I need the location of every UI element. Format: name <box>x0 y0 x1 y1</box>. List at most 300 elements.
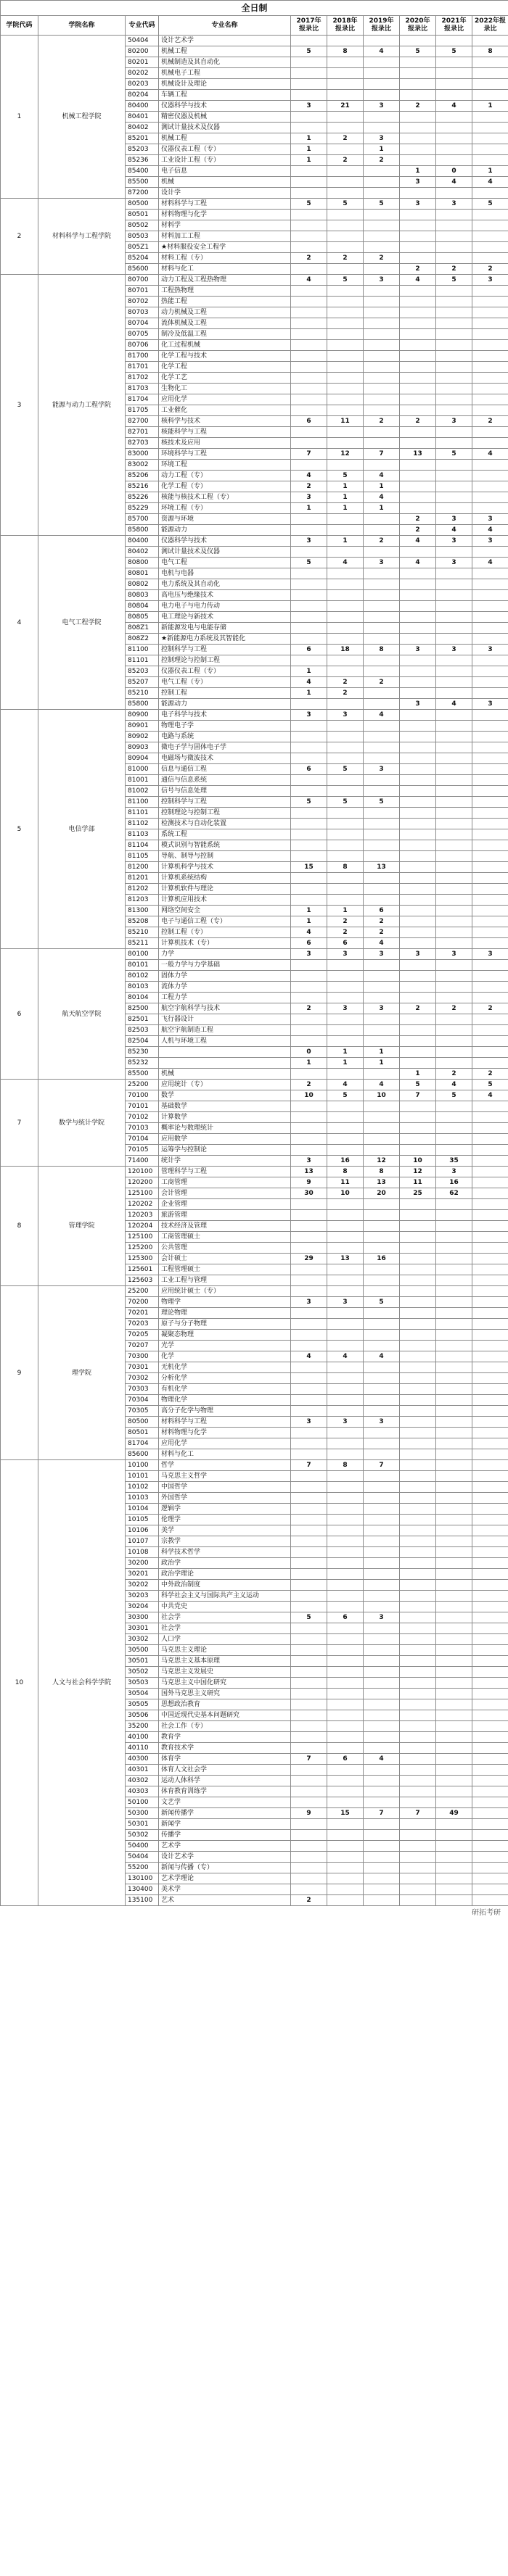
ratio-cell <box>400 938 436 949</box>
ratio-cell: 2 <box>291 1895 327 1906</box>
ratio-cell <box>436 1210 472 1221</box>
major-code-cell: 80800 <box>126 558 159 568</box>
ratio-cell <box>327 721 364 732</box>
ratio-cell: 16 <box>364 1254 400 1264</box>
ratio-cell: 2 <box>400 514 436 525</box>
ratio-cell: 7 <box>364 1808 400 1819</box>
ratio-cell <box>400 1373 436 1384</box>
ratio-cell <box>472 1145 508 1156</box>
ratio-cell <box>436 90 472 101</box>
ratio-cell <box>364 1428 400 1438</box>
ratio-cell: 11 <box>327 1177 364 1188</box>
ratio-cell <box>364 1797 400 1808</box>
table-row <box>1 949 508 960</box>
ratio-cell <box>472 1634 508 1645</box>
ratio-cell <box>472 1351 508 1362</box>
major-name-cell: 航空宇航制造工程 <box>159 1025 291 1036</box>
ratio-cell <box>400 1504 436 1515</box>
major-code-cell: 82500 <box>126 1003 159 1014</box>
ratio-cell <box>291 1830 327 1841</box>
major-code-cell: 55200 <box>126 1863 159 1873</box>
ratio-cell <box>472 655 508 666</box>
ratio-cell <box>364 590 400 601</box>
ratio-cell <box>436 982 472 993</box>
ratio-cell <box>472 601 508 612</box>
ratio-cell <box>327 123 364 133</box>
ratio-cell: 4 <box>291 1351 327 1362</box>
ratio-cell: 3 <box>400 699 436 710</box>
ratio-cell <box>327 851 364 862</box>
ratio-cell: 1 <box>327 1047 364 1058</box>
ratio-cell <box>400 612 436 623</box>
ratio-cell: 13 <box>291 1167 327 1177</box>
ratio-cell: 3 <box>291 1297 327 1308</box>
ratio-cell <box>364 79 400 90</box>
major-code-cell: 80901 <box>126 721 159 732</box>
ratio-cell <box>400 242 436 253</box>
major-code-cell: 10106 <box>126 1525 159 1536</box>
major-name-cell: 控制工程 <box>159 688 291 699</box>
ratio-cell <box>291 699 327 710</box>
ratio-cell <box>436 1319 472 1330</box>
ratio-cell <box>436 1025 472 1036</box>
major-code-cell: 70103 <box>126 1123 159 1134</box>
ratio-cell <box>291 373 327 384</box>
ratio-cell <box>291 1134 327 1145</box>
ratio-cell <box>436 253 472 264</box>
ratio-cell <box>400 1699 436 1710</box>
ratio-cell <box>364 1515 400 1525</box>
major-name-cell: 物理化学 <box>159 1395 291 1406</box>
ratio-cell <box>400 916 436 927</box>
major-code-cell: 85600 <box>126 1449 159 1460</box>
ratio-cell: 1 <box>291 688 327 699</box>
ratio-cell: 4 <box>364 710 400 721</box>
ratio-cell <box>364 982 400 993</box>
ratio-cell <box>436 1634 472 1645</box>
ratio-cell: 7 <box>364 449 400 460</box>
ratio-cell: 3 <box>364 764 400 775</box>
ratio-cell <box>472 1014 508 1025</box>
ratio-cell <box>291 1243 327 1254</box>
major-code-cell: 30504 <box>126 1689 159 1699</box>
ratio-cell <box>327 68 364 79</box>
ratio-cell <box>291 1765 327 1776</box>
ratio-cell: 4 <box>291 471 327 481</box>
ratio-cell <box>327 57 364 68</box>
ratio-cell <box>400 764 436 775</box>
ratio-cell: 13 <box>327 1254 364 1264</box>
ratio-cell <box>327 742 364 753</box>
ratio-cell: 35 <box>436 1156 472 1167</box>
major-name-cell: 系统工程 <box>159 829 291 840</box>
ratio-cell <box>400 1395 436 1406</box>
ratio-cell <box>327 112 364 123</box>
ratio-cell: 2 <box>364 536 400 547</box>
ratio-cell <box>400 340 436 351</box>
major-name-cell: 机械 <box>159 1069 291 1080</box>
ratio-cell <box>327 623 364 634</box>
ratio-cell <box>291 655 327 666</box>
major-name-cell: 生物化工 <box>159 384 291 394</box>
ratio-cell <box>364 851 400 862</box>
ratio-cell <box>327 405 364 416</box>
major-code-cell: 125100 <box>126 1232 159 1243</box>
ratio-cell: 12 <box>400 1167 436 1177</box>
ratio-cell <box>400 373 436 384</box>
ratio-cell <box>291 1438 327 1449</box>
ratio-cell <box>472 1428 508 1438</box>
ratio-cell: 2 <box>327 688 364 699</box>
major-name-cell: 应用统计硕士（专） <box>159 1286 291 1297</box>
major-name-cell: 车辆工程 <box>159 90 291 101</box>
major-name-cell: 美术学 <box>159 1884 291 1895</box>
ratio-cell <box>436 1384 472 1395</box>
ratio-cell: 2 <box>400 525 436 536</box>
ratio-cell <box>436 1243 472 1254</box>
major-name-cell: 信息与通信工程 <box>159 764 291 775</box>
ratio-cell <box>436 1036 472 1047</box>
major-code-cell: 80702 <box>126 297 159 307</box>
ratio-cell <box>436 210 472 220</box>
ratio-cell <box>364 895 400 906</box>
ratio-cell <box>400 1623 436 1634</box>
ratio-cell <box>400 1797 436 1808</box>
ratio-cell <box>327 1536 364 1547</box>
table-row <box>1 710 508 721</box>
ratio-cell <box>364 57 400 68</box>
ratio-cell <box>291 1721 327 1732</box>
ratio-cell <box>364 1145 400 1156</box>
ratio-cell <box>436 1591 472 1602</box>
ratio-cell <box>327 427 364 438</box>
ratio-cell <box>436 1504 472 1515</box>
ratio-cell <box>327 1101 364 1112</box>
ratio-cell <box>436 1819 472 1830</box>
ratio-cell <box>291 1232 327 1243</box>
ratio-cell <box>400 405 436 416</box>
major-name-cell: 机械电子工程 <box>159 68 291 79</box>
ratio-cell <box>400 1471 436 1482</box>
ratio-cell <box>472 819 508 829</box>
ratio-cell <box>472 133 508 144</box>
major-name-cell: 管理科学与工程 <box>159 1167 291 1177</box>
major-code-cell: 81705 <box>126 405 159 416</box>
ratio-cell <box>400 721 436 732</box>
major-code-cell: 81100 <box>126 645 159 655</box>
ratio-cell <box>364 297 400 307</box>
ratio-cell: 13 <box>400 449 436 460</box>
ratio-cell <box>327 1341 364 1351</box>
ratio-cell <box>364 68 400 79</box>
ratio-cell <box>291 123 327 133</box>
ratio-cell <box>364 1830 400 1841</box>
ratio-cell: 5 <box>436 275 472 286</box>
major-name-cell: 新闻传播学 <box>159 1808 291 1819</box>
ratio-cell <box>400 36 436 46</box>
ratio-cell <box>436 1895 472 1906</box>
ratio-cell <box>436 481 472 492</box>
ratio-cell <box>436 1373 472 1384</box>
ratio-cell <box>472 90 508 101</box>
ratio-cell <box>291 90 327 101</box>
ratio-cell <box>327 166 364 177</box>
major-code-cell: 80200 <box>126 46 159 57</box>
ratio-cell <box>327 79 364 90</box>
major-name-cell: 国外马克思主义研究 <box>159 1689 291 1699</box>
ratio-cell: 1 <box>327 503 364 514</box>
major-name-cell: 环境工程 <box>159 460 291 471</box>
ratio-cell <box>327 351 364 362</box>
ratio-cell <box>364 1776 400 1786</box>
ratio-cell <box>472 351 508 362</box>
ratio-cell: 4 <box>400 558 436 568</box>
ratio-cell <box>400 253 436 264</box>
ratio-cell <box>291 993 327 1003</box>
ratio-cell <box>327 1428 364 1438</box>
ratio-cell <box>400 1525 436 1536</box>
major-name-cell: 概率论与数理统计 <box>159 1123 291 1134</box>
school-code-cell: 4 <box>1 536 38 710</box>
ratio-cell <box>327 1873 364 1884</box>
ratio-cell <box>400 1786 436 1797</box>
ratio-cell: 3 <box>364 558 400 568</box>
ratio-cell <box>364 90 400 101</box>
ratio-cell: 5 <box>291 1612 327 1623</box>
ratio-cell <box>472 1525 508 1536</box>
school-code-cell: 3 <box>1 275 38 536</box>
ratio-cell <box>472 373 508 384</box>
ratio-cell <box>472 1188 508 1199</box>
ratio-cell: 5 <box>291 558 327 568</box>
major-name-cell: 化学工艺 <box>159 373 291 384</box>
ratio-cell <box>400 1482 436 1493</box>
ratio-cell <box>400 1341 436 1351</box>
ratio-cell <box>472 329 508 340</box>
ratio-cell <box>364 623 400 634</box>
ratio-cell <box>327 1895 364 1906</box>
major-code-cell: 80805 <box>126 612 159 623</box>
ratio-cell <box>327 786 364 797</box>
major-name-cell: 核科学与技术 <box>159 416 291 427</box>
major-name-cell: 应用数学 <box>159 1134 291 1145</box>
ratio-cell <box>364 993 400 1003</box>
ratio-cell <box>400 1384 436 1395</box>
ratio-cell <box>472 1776 508 1786</box>
ratio-cell: 3 <box>472 699 508 710</box>
ratio-cell: 5 <box>436 46 472 57</box>
ratio-cell <box>364 1014 400 1025</box>
major-name-cell: 化工过程机械 <box>159 340 291 351</box>
ratio-cell <box>472 1025 508 1036</box>
ratio-cell <box>436 971 472 982</box>
ratio-cell <box>364 1623 400 1634</box>
ratio-cell <box>327 1112 364 1123</box>
ratio-cell <box>364 1602 400 1612</box>
ratio-cell <box>436 503 472 514</box>
ratio-cell <box>291 808 327 819</box>
ratio-cell <box>400 1710 436 1721</box>
ratio-cell <box>400 623 436 634</box>
ratio-cell <box>291 188 327 199</box>
ratio-cell <box>472 144 508 155</box>
major-code-cell: 80501 <box>126 210 159 220</box>
ratio-cell <box>327 264 364 275</box>
ratio-cell: 3 <box>436 199 472 210</box>
ratio-cell <box>472 1873 508 1884</box>
major-name-cell: 理论物理 <box>159 1308 291 1319</box>
major-code-cell: 10102 <box>126 1482 159 1493</box>
ratio-cell <box>472 612 508 623</box>
ratio-cell <box>291 79 327 90</box>
major-code-cell: 135100 <box>126 1895 159 1906</box>
ratio-cell <box>291 242 327 253</box>
major-name-cell: 宗教学 <box>159 1536 291 1547</box>
ratio-cell: 3 <box>291 710 327 721</box>
ratio-cell <box>327 1547 364 1558</box>
major-code-cell: 81002 <box>126 786 159 797</box>
ratio-cell <box>472 753 508 764</box>
major-name-cell: 人机与环境工程 <box>159 1036 291 1047</box>
major-code-cell: 125200 <box>126 1243 159 1254</box>
ratio-cell <box>400 1134 436 1145</box>
major-name-cell: 哲学 <box>159 1460 291 1471</box>
ratio-cell <box>364 1471 400 1482</box>
major-code-cell: 70105 <box>126 1145 159 1156</box>
ratio-cell <box>436 623 472 634</box>
ratio-cell <box>400 362 436 373</box>
ratio-cell <box>472 1134 508 1145</box>
major-name-cell: 电子科学与技术 <box>159 710 291 721</box>
ratio-cell <box>436 1123 472 1134</box>
ratio-cell: 3 <box>364 1417 400 1428</box>
major-name-cell: 材料加工工程 <box>159 231 291 242</box>
ratio-cell <box>291 1449 327 1460</box>
ratio-cell <box>436 710 472 721</box>
major-code-cell: 83000 <box>126 449 159 460</box>
major-code-cell: 10103 <box>126 1493 159 1504</box>
ratio-cell <box>327 438 364 449</box>
ratio-cell <box>291 1330 327 1341</box>
ratio-cell <box>472 1362 508 1373</box>
ratio-cell <box>291 210 327 220</box>
ratio-cell: 8 <box>364 1167 400 1177</box>
ratio-cell <box>400 1721 436 1732</box>
ratio-cell <box>364 688 400 699</box>
ratio-cell <box>327 1493 364 1504</box>
ratio-cell: 4 <box>364 1754 400 1765</box>
ratio-cell: 3 <box>327 1003 364 1014</box>
major-code-cell: 82501 <box>126 1014 159 1025</box>
major-name-cell: 美学 <box>159 1525 291 1536</box>
ratio-cell <box>436 742 472 753</box>
major-code-cell: 10104 <box>126 1504 159 1515</box>
ratio-cell <box>400 1667 436 1678</box>
ratio-cell <box>291 1591 327 1602</box>
major-code-cell: 805Z1 <box>126 242 159 253</box>
ratio-cell <box>364 1036 400 1047</box>
major-code-cell: 80500 <box>126 1417 159 1428</box>
ratio-cell <box>400 851 436 862</box>
ratio-cell: 3 <box>327 1297 364 1308</box>
ratio-cell <box>291 1667 327 1678</box>
ratio-cell <box>436 688 472 699</box>
ratio-cell <box>436 68 472 79</box>
ratio-cell: 25 <box>400 1188 436 1199</box>
major-code-cell: 40301 <box>126 1765 159 1776</box>
ratio-cell: 4 <box>472 449 508 460</box>
table-row <box>1 1286 508 1297</box>
ratio-cell <box>472 960 508 971</box>
major-code-cell: 81101 <box>126 808 159 819</box>
ratio-cell: 4 <box>364 492 400 503</box>
major-name-cell: 社会工作（专） <box>159 1721 291 1732</box>
ratio-cell <box>291 1025 327 1036</box>
major-code-cell: 80402 <box>126 123 159 133</box>
ratio-cell <box>472 1895 508 1906</box>
ratio-cell <box>436 405 472 416</box>
header-school-name: 学院名称 <box>38 16 126 36</box>
ratio-cell <box>291 1199 327 1210</box>
ratio-cell <box>436 590 472 601</box>
ratio-cell <box>472 112 508 123</box>
ratio-cell <box>327 188 364 199</box>
major-code-cell: 70100 <box>126 1090 159 1101</box>
table-row <box>1 199 508 210</box>
school-code-cell: 5 <box>1 710 38 949</box>
ratio-cell: 2 <box>327 253 364 264</box>
ratio-cell: 3 <box>291 101 327 112</box>
ratio-cell <box>327 1384 364 1395</box>
ratio-cell <box>400 68 436 79</box>
ratio-cell <box>364 753 400 764</box>
ratio-cell <box>400 742 436 753</box>
major-code-cell: 81703 <box>126 384 159 394</box>
ratio-cell <box>436 1536 472 1547</box>
major-name-cell <box>159 1047 291 1058</box>
major-code-cell: 40303 <box>126 1786 159 1797</box>
major-code-cell: 30500 <box>126 1645 159 1656</box>
ratio-cell <box>327 1014 364 1025</box>
table-body <box>1 36 508 1906</box>
ratio-cell <box>327 373 364 384</box>
major-name-cell: 新能源发电与电能存储 <box>159 623 291 634</box>
major-code-cell: 70102 <box>126 1112 159 1123</box>
ratio-cell <box>436 666 472 677</box>
ratio-cell <box>400 1406 436 1417</box>
ratio-cell <box>327 873 364 884</box>
ratio-cell: 11 <box>400 1177 436 1188</box>
major-name-cell: 动力工程（专） <box>159 471 291 481</box>
major-name-cell: 电磁场与微波技术 <box>159 753 291 764</box>
ratio-cell <box>400 1819 436 1830</box>
ratio-cell <box>436 1797 472 1808</box>
ratio-cell <box>436 1330 472 1341</box>
ratio-cell: 2 <box>291 1003 327 1014</box>
ratio-cell <box>364 514 400 525</box>
major-name-cell: 逻辑学 <box>159 1504 291 1515</box>
ratio-cell <box>472 210 508 220</box>
ratio-cell: 3 <box>364 133 400 144</box>
ratio-cell <box>327 318 364 329</box>
major-name-cell: 航空宇航科学与技术 <box>159 1003 291 1014</box>
ratio-cell <box>472 1710 508 1721</box>
school-name-cell: 航天航空学院 <box>38 949 126 1080</box>
major-code-cell: 81700 <box>126 351 159 362</box>
ratio-cell <box>364 1569 400 1580</box>
ratio-cell <box>400 1493 436 1504</box>
ratio-cell <box>472 666 508 677</box>
